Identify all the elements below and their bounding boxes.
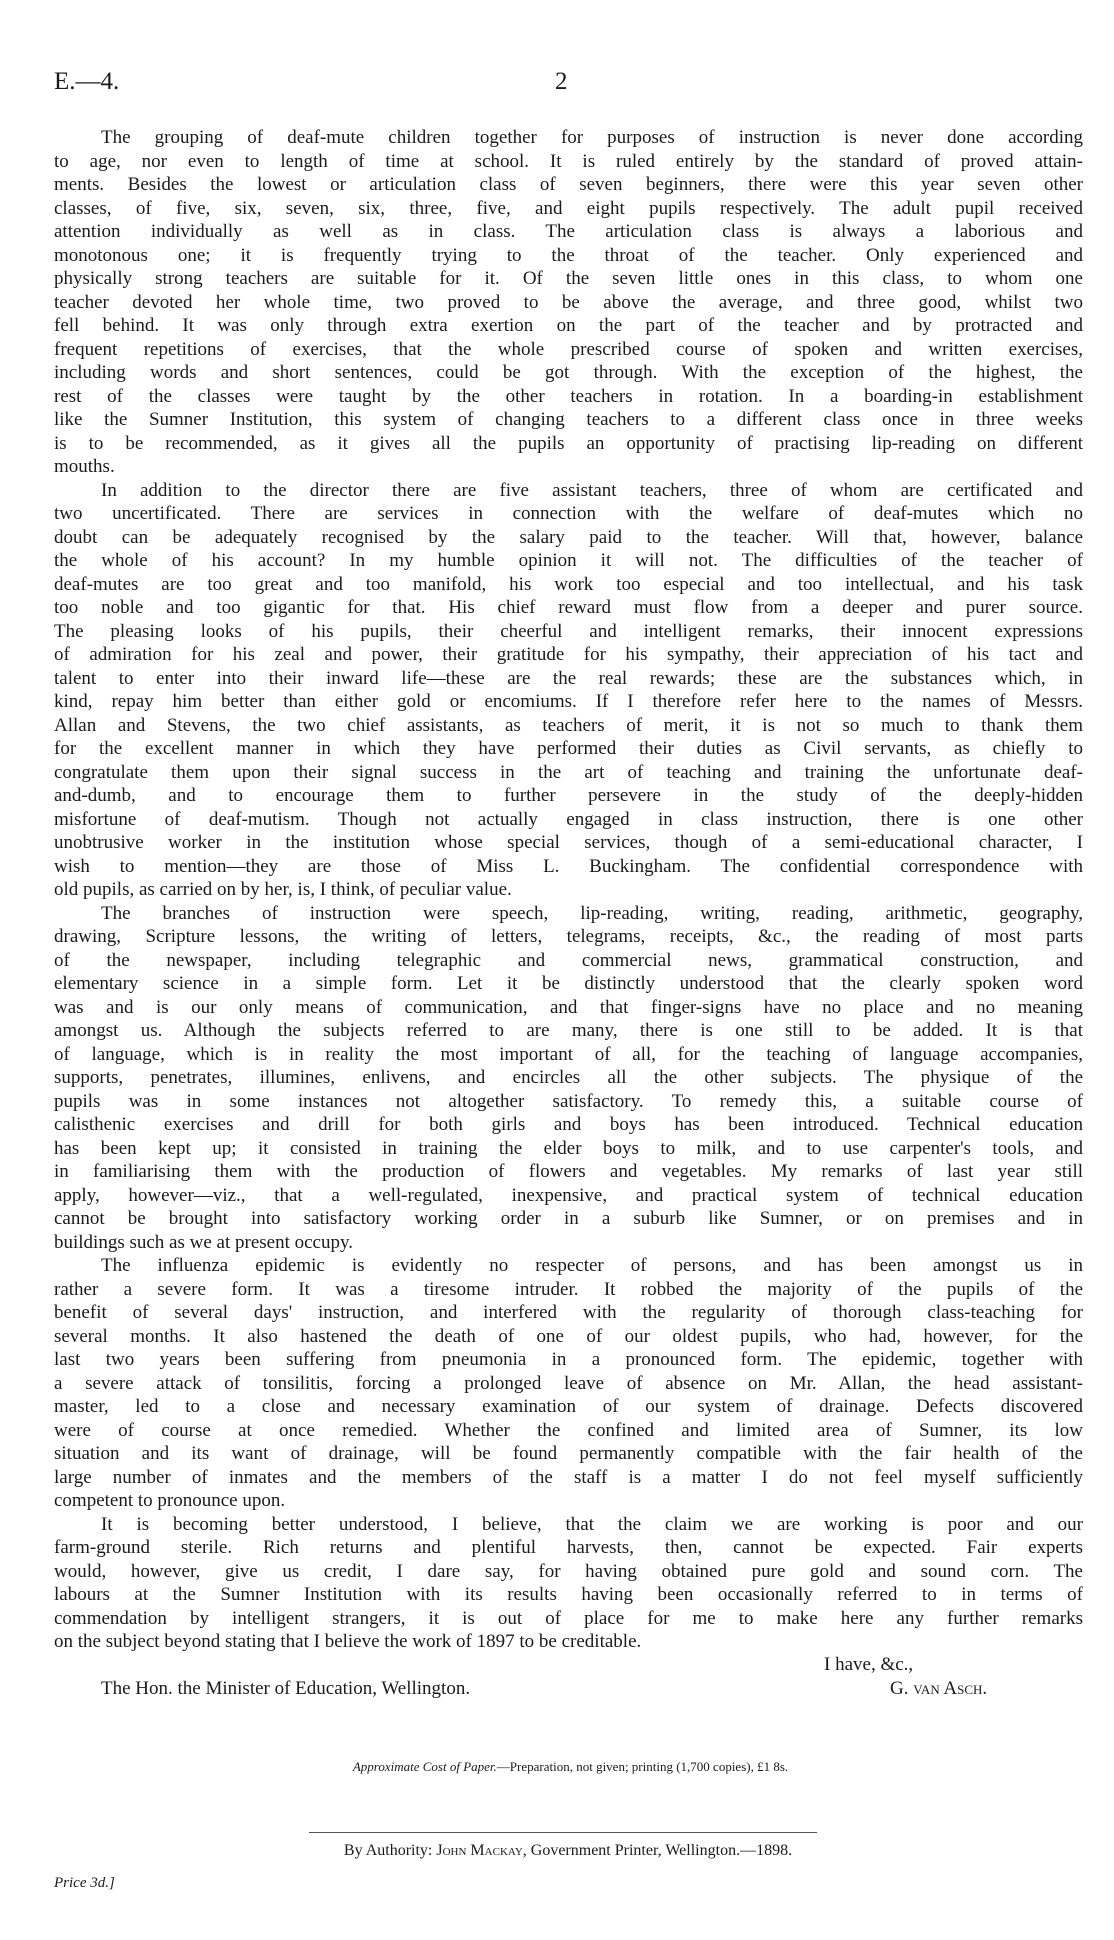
paragraph <box>54 1513 1083 1654</box>
text-line: master, led to a close and necessary examination of our system of drainage. Defects discovered <box>54 1396 1083 1417</box>
text-line: to age, nor even to length of time at school. It is ruled entirely by the standard of proved attain- <box>54 150 1083 172</box>
document-reference: E.—4. <box>54 68 120 95</box>
text-line: fell behind. It was only through extra exertion on the part of the teacher and by protracted and <box>54 315 1083 336</box>
text-line: Allan and Stevens, the two chief assistants, as teachers of merit, it is not so much to thank them <box>54 714 1083 736</box>
text-line: labours at the Sumner Institution with its results having been occasionally referred to in terms of <box>54 1584 1083 1605</box>
text-line: The pleasing looks of his pupils, their cheerful and intelligent remarks, their innocent expressions <box>54 620 1083 642</box>
paragraph <box>54 479 1083 902</box>
text-line: too noble and too gigantic for that. His chief reward must flow from a deeper and purer source. <box>54 597 1083 618</box>
paragraph <box>54 902 1083 1255</box>
text-line: and-dumb, and to encourage them to further persevere in the study of the deeply-hidden <box>54 785 1083 806</box>
text-line: physically strong teachers are suitable for it. Of the seven little ones in this class, to whom one <box>54 268 1083 289</box>
text-line: ments. Besides the lowest or articulation class of seven beginners, there were this year seven other <box>54 174 1083 195</box>
text-line: elementary science in a simple form. Let it be distinctly understood that the clearly spoken word <box>54 973 1083 994</box>
text-line: of the newspaper, including telegraphic and commercial news, grammatical construction, and <box>54 949 1083 971</box>
text-line: teacher devoted her whole time, two proved to be above the average, and three good, whilst two <box>54 291 1083 313</box>
text-line: two uncertificated. There are services in connection with the welfare of deaf-mutes which no <box>54 503 1083 524</box>
text-line: commendation by intelligent strangers, it is out of place for me to make here any further remarks <box>54 1607 1083 1629</box>
text-line: mouths. <box>54 456 115 477</box>
text-line: were of course at once remedied. Whether the confined and limited area of Sumner, its low <box>54 1419 1083 1441</box>
text-line: apply, however—viz., that a well-regulated, inexpensive, and practical system of technical education <box>54 1184 1083 1206</box>
text-line: rest of the classes were taught by the other teachers in rotation. In a boarding-in establishment <box>54 385 1083 407</box>
text-line: frequent repetitions of exercises, that the whole prescribed course of spoken and written exercises, <box>54 338 1083 360</box>
text-line: a severe attack of tonsilitis, forcing a prolonged leave of absence on Mr. Allan, the head assistant- <box>54 1372 1083 1394</box>
text-line: in familiarising them with the production of flowers and vegetables. My remarks of last year still <box>54 1161 1083 1182</box>
text-line: attention individually as well as in class. The articulation class is always a laborious and <box>54 221 1083 242</box>
text-line: benefit of several days' instruction, and interfered with the regularity of thorough class-teaching for <box>54 1302 1083 1323</box>
text-line: The branches of instruction were speech, lip-reading, writing, reading, arithmetic, geography, <box>101 902 1083 924</box>
text-line: rather a severe form. It was a tiresome intruder. It robbed the majority of the pupils of the <box>54 1278 1083 1300</box>
text-line: In addition to the director there are five assistant teachers, three of whom are certificated and <box>101 479 1083 501</box>
addressee: The Hon. the Minister of Education, Wellington. <box>101 1678 471 1699</box>
text-line: has been kept up; it consisted in training the elder boys to milk, and to use carpenter's tools, and <box>54 1137 1083 1159</box>
text-line: deaf-mutes are too great and too manifold, his work too especial and too intellectual, and his task <box>54 573 1083 595</box>
text-line: unobtrusive worker in the institution whose special services, though of a semi-educational character, I <box>54 832 1083 853</box>
text-line: drawing, Scripture lessons, the writing of letters, telegrams, receipts, &c., the reading of most parts <box>54 926 1083 947</box>
text-line: cannot be brought into satisfactory working order in a suburb like Sumner, or on premises and in <box>54 1208 1083 1229</box>
page-number: 2 <box>555 68 568 95</box>
footer-rule <box>309 1832 817 1833</box>
text-line: of language, which is in reality the most important of all, for the teaching of language accompanies, <box>54 1043 1083 1065</box>
text-line: competent to pronounce upon. <box>54 1490 286 1511</box>
text-line: on the subject beyond stating that I believe the work of 1897 to be creditable. <box>54 1631 642 1652</box>
text-line: monotonous one; it is frequently trying to the throat of the teacher. Only experienced and <box>54 244 1083 266</box>
text-line: several months. It also hastened the death of one of our oldest pupils, who had, however, for the <box>54 1325 1083 1347</box>
text-line: talent to enter into their inward life—these are the real rewards; these are the substances which, in <box>54 667 1083 689</box>
text-line: pupils was in some instances not altogether satisfactory. To remedy this, a suitable course of <box>54 1090 1083 1112</box>
text-line: congratulate them upon their signal success in the art of teaching and training the unfortunate deaf- <box>54 761 1083 783</box>
text-line: It is becoming better understood, I believe, that the claim we are working is poor and our <box>101 1513 1083 1535</box>
text-line: supports, penetrates, illumines, enlivens, and encircles all the other subjects. The physique of the <box>54 1067 1083 1088</box>
text-line: The grouping of deaf-mute children together for purposes of instruction is never done according <box>101 127 1083 148</box>
printer-imprint <box>255 1842 881 1860</box>
signature: G. van Asch. <box>890 1678 988 1699</box>
text-line: amongst us. Although the subjects referred to are many, there is one still to be added. It is that <box>54 1020 1083 1041</box>
authority-suffix: Government Printer, Wellington.—1898. <box>530 1842 793 1859</box>
text-line: old pupils, as carried on by her, is, I think, of peculiar value. <box>54 879 512 900</box>
text-line: kind, repay him better than either gold or encomiums. If I therefore refer here to the names of Messrs. <box>54 691 1083 712</box>
text-line: like the Sumner Institution, this system of changing teachers to a different class once in three weeks <box>54 409 1083 430</box>
text-line: large number of inmates and the members of the staff is a matter I do not feel myself sufficiently <box>54 1466 1083 1488</box>
text-line: buildings such as we at present occupy. <box>54 1231 353 1253</box>
report-body <box>54 126 1083 1654</box>
text-line: would, however, give us credit, I dare say, for having obtained pure gold and sound corn. The <box>54 1560 1083 1582</box>
text-line: wish to mention—they are those of Miss L. Buckingham. The confidential correspondence with <box>54 855 1083 877</box>
cost-label: Approximate Cost of Paper. <box>352 1759 497 1774</box>
printer-name: John Mackay, <box>436 1842 527 1859</box>
text-line: farm-ground sterile. Rich returns and plentiful harvests, then, cannot be expected. Fair experts <box>54 1537 1083 1558</box>
text-line: including words and short sentences, could be got through. With the exception of the highest, the <box>54 362 1083 383</box>
text-line: situation and its want of drainage, will be found permanently compatible with the fair health of the <box>54 1443 1083 1464</box>
cost-text: —Preparation, not given; printing (1,700 copies), £1 8s. <box>496 1759 789 1774</box>
text-line: The influenza epidemic is evidently no respecter of persons, and has been amongst us in <box>101 1255 1083 1276</box>
text-line: for the excellent manner in which they have performed their duties as Civil servants, as chiefly to <box>54 738 1083 759</box>
text-line: misfortune of deaf-mutism. Though not actually engaged in class instruction, there is one other <box>54 808 1083 830</box>
paragraph <box>54 1254 1083 1513</box>
text-line: doubt can be adequately recognised by the salary paid to the teacher. Will that, however, balance <box>54 526 1083 548</box>
text-line: classes, of five, six, seven, six, three, five, and eight pupils respectively. The adult pupil received <box>54 197 1083 219</box>
price: Price 3d.] <box>54 1875 115 1891</box>
valediction: I have, &c., <box>824 1654 914 1675</box>
authority-prefix: By Authority: <box>343 1842 433 1859</box>
paragraph <box>54 126 1083 479</box>
text-line: calisthenic exercises and drill for both girls and boys has been introduced. Technical education <box>54 1114 1083 1135</box>
text-line: is to be recommended, as it gives all the pupils an opportunity of practising lip-reading on different <box>54 432 1083 454</box>
text-line: was and is our only means of communication, and that finger-signs have no place and no meaning <box>54 996 1083 1018</box>
text-line: last two years been suffering from pneumonia in a pronounced form. The epidemic, together with <box>54 1349 1083 1370</box>
cost-note <box>245 1759 896 1775</box>
text-line: of admiration for his zeal and power, their gratitude for his sympathy, their appreciation of his tact and <box>54 644 1083 665</box>
text-line: the whole of his account? In my humble opinion it will not. The difficulties of the teacher of <box>54 550 1083 571</box>
